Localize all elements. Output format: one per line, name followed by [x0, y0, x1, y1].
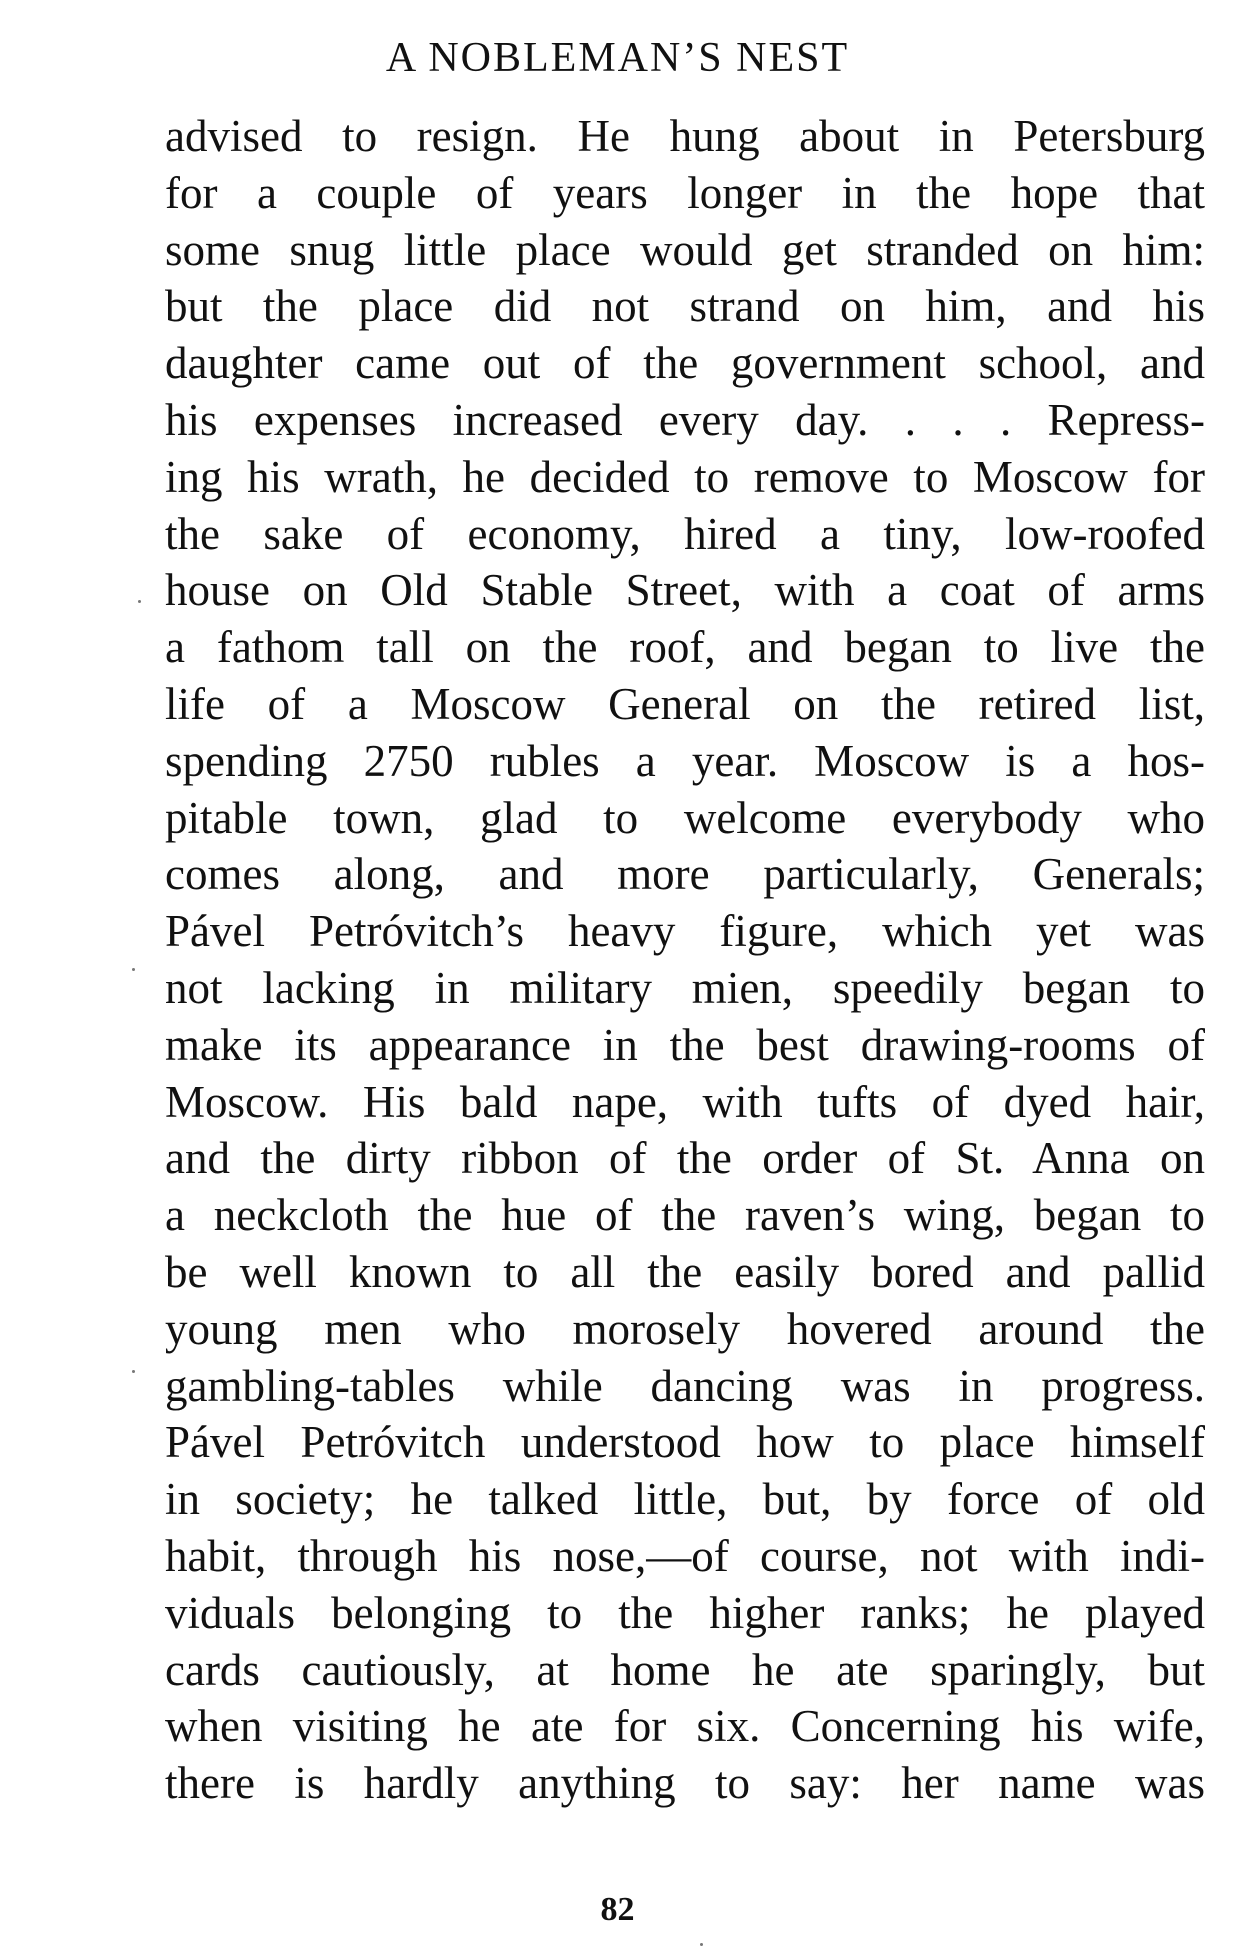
text-line: there is hardly anything to say: her name was [165, 1758, 1205, 1809]
text-line: some snug little place would get stranded on him: [165, 224, 1205, 275]
text-line: the sake of economy, hired a tiny, low-roofed [165, 508, 1205, 559]
text-line: but the place did not strand on him, and his [165, 281, 1205, 332]
text-line: not lacking in military mien, speedily began to [165, 962, 1205, 1013]
text-line: gambling-tables while dancing was in progress. [165, 1360, 1205, 1411]
page-number: 82 [600, 1891, 635, 1928]
text-line: advised to resign. He hung about in Petersburg [165, 111, 1205, 161]
body-text [165, 108, 1205, 1812]
scan-speck [700, 1943, 703, 1946]
text-line: life of a Moscow General on the retired list, [165, 678, 1205, 729]
text-line: make its appearance in the best drawing-rooms of [165, 1019, 1205, 1070]
text-line: spending 2750 rubles a year. Moscow is a hos- [165, 735, 1205, 786]
text-line: his expenses increased every day. . . . Repress- [165, 394, 1205, 445]
scan-speck [138, 600, 141, 603]
text-line: young men who morosely hovered around the [165, 1303, 1205, 1354]
text-line: habit, through his nose,—of course, not with indi- [165, 1530, 1205, 1581]
running-head-title: A NOBLEMAN’S NEST [385, 35, 850, 81]
text-line: for a couple of years longer in the hope that [165, 167, 1205, 218]
text-line: ing his wrath, he decided to remove to Moscow for [165, 451, 1205, 502]
text-line: in society; he talked little, but, by force of old [165, 1474, 1205, 1525]
text-line: house on Old Stable Street, with a coat of arms [165, 565, 1205, 616]
text-line: daughter came out of the government school, and [165, 338, 1205, 389]
text-line: a neckcloth the hue of the raven’s wing, began to [165, 1190, 1205, 1241]
scan-speck [132, 968, 135, 971]
text-line: when visiting he ate for six. Concerning his wife, [165, 1701, 1205, 1752]
text-line: viduals belonging to the higher ranks; he played [165, 1587, 1205, 1638]
text-line: be well known to all the easily bored and pallid [165, 1246, 1205, 1297]
text-line: cards cautiously, at home he ate sparingly, but [165, 1644, 1205, 1695]
text-line: Moscow. His bald nape, with tufts of dyed hair, [165, 1076, 1205, 1127]
text-line: and the dirty ribbon of the order of St. Anna on [165, 1133, 1205, 1184]
text-line: comes along, and more particularly, Generals; [165, 849, 1205, 900]
text-line: a fathom tall on the roof, and began to live the [165, 622, 1205, 673]
text-line: pitable town, glad to welcome everybody who [165, 792, 1205, 843]
scan-speck [132, 1370, 135, 1373]
text-line: Pável Petróvitch understood how to place himself [165, 1417, 1205, 1468]
text-line: Pável Petróvitch’s heavy figure, which yet was [165, 906, 1205, 957]
